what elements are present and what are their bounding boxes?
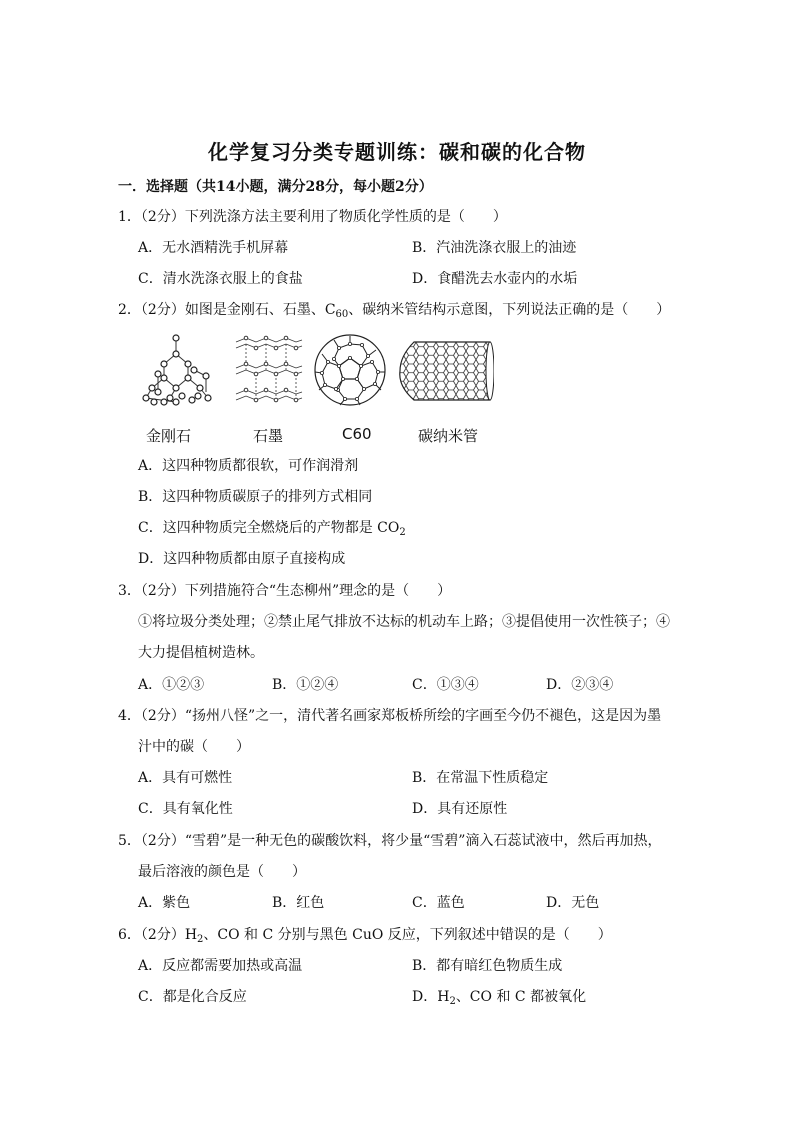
question-6-stem <box>118 926 612 949</box>
q2-option-b: B．这四种物质碳原子的排列方式相同 <box>138 489 373 505</box>
label-nanotube: 碳纳米管 <box>418 427 479 445</box>
q2-option-c-text: C．这四种物质完全燃烧后的产物都是 CO <box>138 520 400 536</box>
q4-option-b: B．在常温下性质稳定 <box>412 770 549 786</box>
q1-option-b: B．汽油洗涤衣服上的油迹 <box>412 240 577 256</box>
q3-option-d: D．②③④ <box>546 677 614 693</box>
label-diamond: 金刚石 <box>146 427 192 445</box>
q2-option-c-sub: 2 <box>399 527 406 538</box>
q1-option-c: C．清水洗涤衣服上的食盐 <box>138 271 303 287</box>
q6-option-d-a: D．H <box>412 989 450 1005</box>
q3-statement-line2: 大力提倡植树造林。 <box>138 645 264 661</box>
q6-option-a: A．反应都需要加热或高温 <box>138 958 303 974</box>
q1-option-a: A．无水酒精洗手机屏幕 <box>138 240 289 256</box>
q6-stem-a: 6．（2分）H <box>118 927 198 943</box>
q5-option-c: C．蓝色 <box>412 895 465 911</box>
q3-option-a: A．①②③ <box>138 677 205 693</box>
q2-stem-pre: 2．（2分）如图是金刚石、石墨、C <box>118 302 336 318</box>
question-5-stem-line1: 5．（2分）“雪碧”是一种无色的碳酸饮料，将少量“雪碧”滴入石蕊试液中，然后再加热， <box>118 833 662 849</box>
nanotube-structure-figure <box>396 338 494 404</box>
question-2-stem <box>118 301 670 324</box>
q6-option-c: C．都是化合反应 <box>138 989 247 1005</box>
q6-option-d-b: 、CO 和 C 都被氧化 <box>455 989 587 1005</box>
q2-option-c <box>138 519 406 542</box>
q6-stem-sub: 2 <box>197 934 204 945</box>
page-title: 化学复习分类专题训练：碳和碳的化合物 <box>208 140 586 164</box>
q2-option-d: D．这四种物质都由原子直接构成 <box>138 551 346 567</box>
q6-option-b: B．都有暗红色物质生成 <box>412 958 563 974</box>
question-1-stem: 1．（2分）下列洗涤方法主要利用了物质化学性质的是（ ） <box>118 209 507 225</box>
q6-stem-b: 、CO 和 C 分别与黑色 CuO 反应，下列叙述中错误的是（ ） <box>203 927 612 943</box>
diamond-structure-figure <box>136 330 222 408</box>
q2-option-a: A．这四种物质都很软，可作润滑剂 <box>138 458 359 474</box>
question-5-stem-line2: 最后溶液的颜色是（ ） <box>138 864 306 880</box>
section-heading: 一．选择题（共14小题，满分28分，每小题2分） <box>118 179 433 195</box>
c60-structure-figure <box>312 332 388 408</box>
q5-option-b: B．红色 <box>272 895 325 911</box>
q3-statement-line1: ①将垃圾分类处理；②禁止尾气排放不达标的机动车上路；③提倡使用一次性筷子；④ <box>138 614 670 630</box>
q4-option-c: C．具有氧化性 <box>138 801 233 817</box>
q4-option-a: A．具有可燃性 <box>138 770 233 786</box>
q3-option-c: C．①③④ <box>412 677 479 693</box>
q5-option-d: D．无色 <box>546 895 600 911</box>
question-4-stem-line2: 汁中的碳（ ） <box>138 739 250 755</box>
q1-option-d: D．食醋洗去水壶内的水垢 <box>412 271 578 287</box>
graphite-structure-figure <box>232 332 306 408</box>
question-3-stem: 3．（2分）下列措施符合“生态柳州”理念的是（ ） <box>118 583 452 599</box>
label-graphite: 石墨 <box>253 427 284 445</box>
q5-option-a: A．紫色 <box>138 895 191 911</box>
q2-stem-post: 、碳纳米管结构示意图，下列说法正确的是（ ） <box>348 302 671 318</box>
q2-stem-sub: 60 <box>335 309 349 320</box>
q6-option-d <box>412 988 586 1011</box>
question-4-stem-line1: 4．（2分）“扬州八怪”之一，清代著名画家郑板桥所绘的字画至今仍不褪色，这是因为墨 <box>118 708 662 724</box>
q6-option-d-sub: 2 <box>449 996 456 1007</box>
label-c60: C60 <box>342 425 372 443</box>
q3-option-b: B．①②④ <box>272 677 339 693</box>
q4-option-d: D．具有还原性 <box>412 801 508 817</box>
